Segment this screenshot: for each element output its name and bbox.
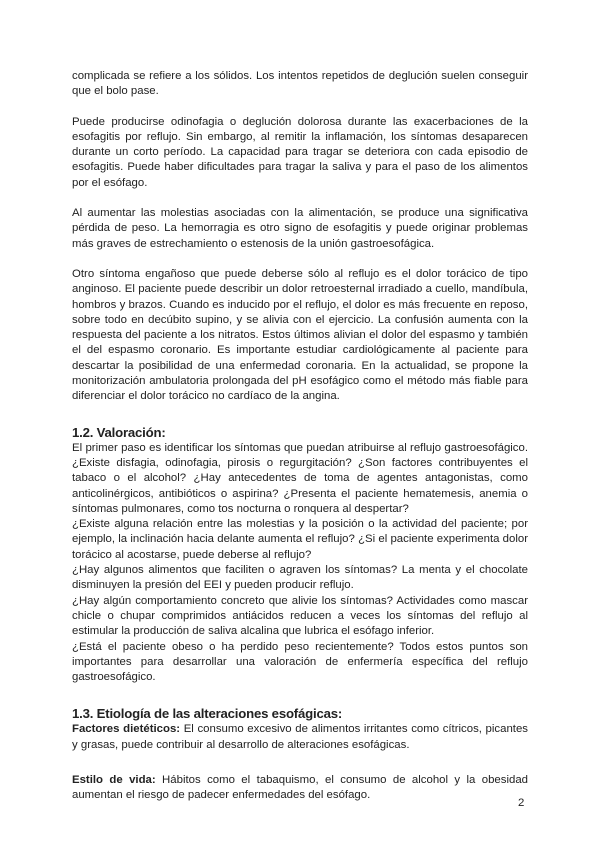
page-content (72, 69, 528, 804)
valoracion-paragraph-3: ¿Hay algunos alimentos que faciliten o agraven los síntomas? La menta y el chocolate disminuyen la presión del EEI y pueden producir reflujo. (72, 564, 528, 592)
etiologia-item-label: Factores dietéticos: (72, 723, 181, 736)
valoracion-heading: 1.2. Valoración: (72, 424, 166, 440)
etiologia-item-text: Hábitos como el tabaquismo, el consumo de alcohol y la obesidad aumentan el riesgo de padecer enfermedades del esófago. (72, 773, 528, 802)
etiologia-item-dieteticos (72, 722, 528, 753)
etiologia-item-label: Estilo de vida: (72, 773, 156, 786)
intro-paragraph-1: complicada se refiere a los sólidos. Los intentos repetidos de deglución suelen conseguir que el bolo pase. (72, 70, 528, 98)
intro-paragraph-3: Al aumentar las molestias asociadas con la alimentación, se produce una significativa pérdida de peso. La hemorragia es otro signo de esofagitis y puede originar problemas más graves de estrechamiento o estenosis de la unión gastroesofágica. (72, 207, 528, 250)
intro-paragraph-4: Otro síntoma engañoso que puede deberse sólo al reflujo es el dolor torácico de tipo anginoso. El paciente puede describir un dolor retroesternal irradiado a cuello, mandíbula, hombros y brazos. Cuando es inducido por el reflujo, el dolor es más frecuente en reposo, sobre todo en decúbito supino, y se alivia con el ejercicio. La confusión aumenta con la respuesta del paciente a los nitratos. Estos últimos alivian el dolor del espasmo y también el del espasmo coronario. Es importante estudiar cardiológicamente al paciente para descartar la posibilidad de una enfermedad coronaria. En la actualidad, se propone la monitorización ambulatoria prolongada del pH esofágico como el método más fiable para diferenciar el dolor torácico no cardíaco de la angina. (72, 267, 528, 403)
etiologia-item-estilo-vida (72, 773, 528, 804)
etiologia-item-text: El consumo excesivo de alimentos irritantes como cítricos, picantes y grasas, puede contribuir al desarrollo de alteraciones esofágicas. (72, 723, 528, 751)
valoracion-paragraph-1: El primer paso es identificar los síntomas que puedan atribuirse al reflujo gastroesofágico. ¿Existe disfagia, odinofagia, pirosis o regurgitación? ¿Son factores contribuyentes el tabaco o el alcohol? ¿Hay antecedentes de toma de agentes antagonistas, como anticolinérgicos, antibióticos o aspirina? ¿Presenta el paciente hematemesis, anemia o síntomas pulmonares, como tos nocturna o ronquera al despertar? (72, 441, 528, 515)
intro-paragraph-2: Puede producirse odinofagia o deglución dolorosa durante las exacerbaciones de la esofagitis por reflujo. Sin embargo, al remitir la inflamación, los síntomas desaparecen durante un corto período. La capacidad para tragar se deteriora con cada episodio de esofagitis. Puede haber dificultades para tragar la saliva y para el paso de los alimentos por el esófago. (72, 115, 528, 189)
etiologia-heading: 1.3. Etiología de las alteraciones esofágicas: (72, 706, 343, 722)
valoracion-paragraph-4: ¿Hay algún comportamiento concreto que alivie los síntomas? Actividades como mascar chicle o chupar comprimidos antiácidos reducen a veces los síntomas del reflujo al estimular la producción de saliva alcalina que lubrica el esófago inferior. (72, 594, 528, 638)
valoracion-paragraph-5: ¿Está el paciente obeso o ha perdido peso recientemente? Todos estos puntos son importantes para desarrollar una valoración de enfermería específica del reflujo gastroesofágico. (72, 640, 528, 684)
page-number: 2 (518, 797, 525, 809)
valoracion-paragraph-2: ¿Existe alguna relación entre las molestias y la posición o la actividad del paciente; por ejemplo, la inclinación hacia delante aumenta el reflujo? ¿Si el paciente experimenta dolor torácico al acostarse, puede deberse al reflujo? (72, 518, 528, 561)
